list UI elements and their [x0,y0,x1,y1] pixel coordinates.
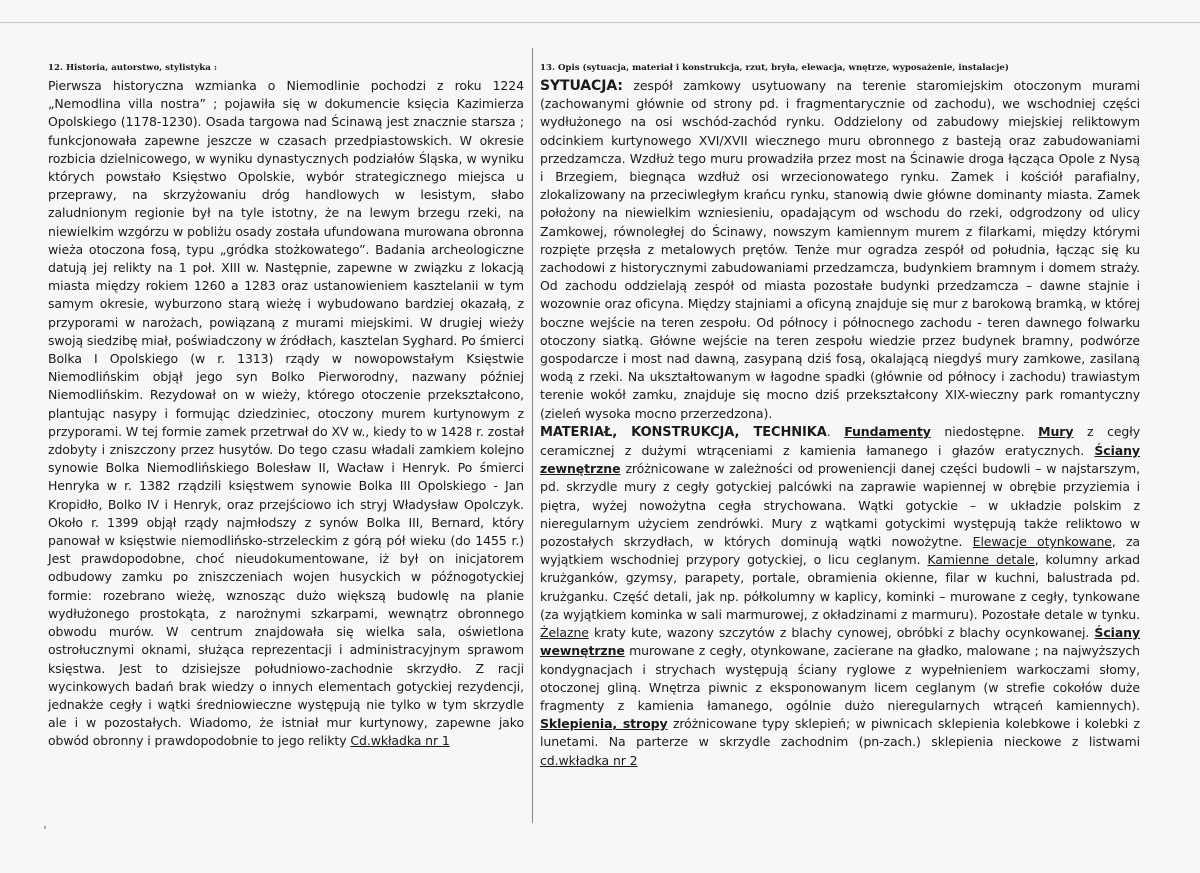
interior-walls-label: Ściany wewnętrzne [540,625,1141,659]
history-body: Pierwsza historyczna wzmianka o Niemodlinie pochodzi z roku 1224 „Nemodlina villa nostra” ; pojawiła się w dokumencie księcia Kazimierza Opolskiego (1178-1230). Osada targowa nad Ścinawą jest znacznie starsza ; funkcjonowała zapewne jeszcze w czasach przedpiastowskich. W okresie rozbicia dzielnicowego, w wyniku dynastycznych podziałów Śląska, w wyniku których powstało Księstwo Opolskie, wybór strategicznego miejsca u przeprawy, na skrzyżowaniu dróg handlowych w lesistym, słabo zaludnionym regionie był na tyle istotny, że na lewym brzegu rzeki, na niewielkim wzgórzu w pobliżu osady została ufundowana murowana obronna wieża otoczona fosą, typu „gródka stożkowatego”. Badania archeologiczne datują jej relikty na 1 poł. XIII w. Następnie, zapewne w związku z lokacją miasta między rokiem 1260 a 1283 oraz ustanowieniem kasztelanii w tym samym okresie, wyburzono starą wieżę i wybudowano bardziej okazałą, z przyporami w narożach, powiązaną z murami miejskimi. W drugiej wieży swoją siedzibę miał, poświadczony w źródłach, kasztelan Syghard. Po śmierci Bolka I Opolskiego (w r. 1313) rządy w nowopowstałym Księstwie Niemodlińskim objął jego syn Bolko Pierworodny, nazwany później Niemodlińskim. Rezydował on w wieży, którego otoczenie przekształcono, plantując nasypy i formując dziedziniec, otoczony murem kurtynowym z przyporami. W tej formie zamek przetrwał do XV w., kiedy to w 1428 r. został zdobyty i zniszczony przez husytów. Do tego czasu władali zamkiem kolejno synowie Bolka Niemodlińskiego Bolesław II, Wacław i Henryk. Po śmierci Henryka w r. 1382 rządzili księstwem synowie Bolka III Opolskiego - Jan Kropidło, Bolko IV i Henryk, oraz przejściowo ich stryj Władysław Opolczyk. Około r. 1399 objął rządy najmłodszy z synów Bolka III, Bernard, który panował w księstwie niemodlińsko-strzeleckim z górą pół wieku (do 1455 r.) Jest prawdopodobne, choć nieudokumentowane, iż był on inicjatorem odbudowy zamku po zniszczeniach wojen husyckich w późnogotyckiej formie: rozebrano wieżę, wznosząc dużo większą budowlę na planie wydłużonego prostokąta, z narożnymi szkarpami, wewnątrz obronnego obwodu murów. W centrum znajdowała się wielka sala, oświetlona ostrołucznymi oknami, służąca reprezentacji i administracyjnym sprawom księstwa. Jest to dzisiejsze południowo-zachodnie skrzydło. Z racji wycinkowych badań brak wiedzy o innych elementach gotyckiej rezydencji, jednakże cegły i wątki średniowieczne występują nie tylko w tym skrzydle ale i w pozostałych. Wiadomo, że istniał mur kurtynowy, zapewne jako obwód obronny i prawdopodobnie to jego relikty [48,78,524,749]
column-divider [532,48,533,823]
vaults-text: zróżnicowane typy sklepień; w piwnicach sklepienia kolebkowe i kolebki z lunetami. Na parterze w skrzydle zachodnim (pn-zach.) sklepienia nieckowe z listwami [540,716,1140,750]
stone-details-text: , kolumny arkad krużganków, gzymsy, parapety, portale, obramienia okienne, filar w kuchni, balustrada pd. krużganku. Część detali, jak np. półkolumny w kaplicy, kominki – murowane z cegły, tynkowane (za wyjątkiem kominka w sali marmurowej, z okładzinami z marmuru). Pozostałe detale w tynku. [540,552,1140,622]
section-12-heading: 12. Historia, autorstwo, stylistyka : [48,63,217,73]
situation-label: SYTUACJA: [540,78,623,94]
vaults-label: Sklepienia, stropy [540,716,668,732]
walls-label: Mury [1038,423,1074,439]
description-column [540,62,1140,770]
situation-paragraph [540,77,1140,423]
interior-walls-text: murowane z cegły, otynkowane, zacierane na gładko, malowane ; na najwyższych kondygnacjach i strychach występują ściany ryglowe z wypełnieniem warkoczami słomy, otoczonej gliną. Wnętrza piwnic z eksponowanym licem ceglanym (w strefie cokołów duże fragmenty z kamienia łamanego, ogólnie dużo nieregularnych wtrąceń kamiennych). [540,643,1141,713]
iron-text: kraty kute, wazony szczytów z blachy cynowej, obróbki z blachy ocynkowanej. [594,625,1090,641]
iron-label: Żelazne [540,625,589,641]
scan-top-edge [0,22,1200,23]
facades-label: Elewacje otynkowane [972,534,1112,550]
foundations-label: Fundamenty [844,423,931,439]
section-13-heading: 13. Opis (sytuacja, materiał i konstrukcja, rzut, bryła, elewacja, wnętrze, wyposażenie, instalacje) [540,63,1009,73]
history-text [48,77,524,751]
situation-text: zespół zamkowy usytuowany na terenie staromiejskim otoczonym murami (zachowanymi głównie od strony pd. i fragmentarycznie od zachodu), we wschodniej części wydłużonego na osi wschód-zachód rynku. Oddzielony od zabudowy miejskiej reliktowym odcinkiem kurtynowego XVI/XVII wiecznego muru obronnego z basteją oraz zabudowaniami przedzamcza. Wzdłuż tego muru prowadziła przez most na Ścinawie droga łącząca Opole z Nysą i Brzegiem, biegnąca wzdłuż osi wrzecionowatego rynku. Zamek i kościół parafialny, zlokalizowany na przeciwległym krańcu rynku, stanowią dwie główne dominanty miasta. Zamek położony na niewielkim wzniesieniu, opadającym od wschodu do rzeki, odgrodzony od ulicy Zamkowej, równoległej do Ścinawy, nowszym kamiennym murem z filarkami, między którymi rozpięte przęsła z metalowych prętów. Tenże mur ogradza zespół od południa, łącząc się ku zachodowi z historycznymi zabudowaniami przedzamcza, budynkiem bramnym i domem straży. Od zachodu oddzielają zespół od miasta pozostałe budynki przedzamcza – dawne stajnie i wozownie oraz oficyna. Między stajniami a oficyną znajduje się mur z barokową bramką, w której boczne wejście na teren zespołu. Od północy i północnego zachodu - teren dawnego folwarku otoczony siatką. Główne wejście na teren zespołu wiedzie przez budynek bramny, podwórze gospodarcze i most nad dawną, zasypaną dziś fosą, okalającą niegdyś mury zamkowe, zasilaną wodą z rzeki. Na ukształtowanym w łagodne spadki (głównie od północy i zachodu) trawiastym terenie wokół zamku, znajduje się mocno dziś przekształcony XIX-wieczny park romantyczny (zieleń wysoka mocno przerzedzona). [540,78,1140,421]
exterior-walls-label: Ściany zewnętrzne [540,443,1140,477]
history-column [48,62,524,751]
continued-insert-2: cd.wkładka nr 2 [540,752,638,768]
material-paragraph: MATERIAŁ, KONSTRUKCJA, TECHNIKA. Fundamenty niedostępne. Mury z cegły ceramicznej z dużymi wtrąceniami z kamienia łamanego i głazów eratycznych. Ściany zewnętrzne zróżnicowane w zależności od proweniencji danej części budowli – w najstarszym, pd. skrzydle mury z cegły gotyckiej palcówki na zaprawie wapiennej w obrębie przyziemia i piętra, wyżej nowożytna cegła strychowana. Wątki gotyckie – w układzie polskim z nieregularnym użyciem zendrówki. Mury z wątkami gotyckimi występują także reliktowo w pozostałych skrzydłach, w których dominują wątki nowożytne. Elewacje otynkowane, za wyjątkiem wschodniej przypory gotyckiej, o licu ceglanym. Kamienne detale, kolumny arkad krużganków, gzymsy, parapety, portale, obramienia okienne, filar w kuchni, balustrada pd. krużganku. Część detali, jak np. półkolumny w kaplicy, kominki – murowane z cegły, tynkowane (za wyjątkiem kominka w sali marmurowej, z okładzinami z marmuru). Pozostałe detale w tynku. Żelazne kraty kute, wazony szczytów z blachy cynowej, obróbki z blachy ocynkowanej. Ściany wewnętrzne murowane z cegły, otynkowane, zacierane na gładko, malowane ; na najwyższych kondygnacjach i strychach występują ściany ryglowe z wypełnieniem warkoczami słomy, otoczonej gliną. Wnętrza piwnic z eksponowanym licem ceglanym (w strefie cokołów duże fragmenty z kamienia łamanego, ogólnie dużo nieregularnych wtrąceń kamiennych). Sklepienia, stropy zróżnicowane typy sklepień; w piwnicach sklepienia kolebkowe i kolebki z lunetami. Na parterze w skrzydle zachodnim (pn-zach.) sklepienia nieckowe z listwami cd.wkładka nr 2 [540,423,1141,768]
stone-details-label: Kamienne detale [927,552,1035,568]
exterior-walls-text: zróżnicowane w zależności od proweniencji danej części budowli – w najstarszym, pd. skrzydle mury z cegły gotyckiej palcówki na zaprawie wapiennej w obrębie przyziemia i piętra, wyżej nowożytna cegła strychowana. Wątki gotyckie – w układzie polskim z nieregularnym użyciem zendrówki. Mury z wątkami gotyckimi występują także reliktowo w pozostałych skrzydłach, w których dominują wątki nowożytne. [540,461,1140,550]
facades-text: , za wyjątkiem wschodniej przypory gotyckiej, o licu ceglanym. [540,534,1140,568]
scan-mark [44,826,46,829]
foundations-text: niedostępne. [944,423,1025,439]
walls-text: z cegły ceramicznej z dużymi wtrąceniami z kamienia łamanego i głazów eratycznych. [540,423,1141,459]
continued-insert-1: Cd.wkładka nr 1 [350,733,450,749]
material-label: MATERIAŁ, KONSTRUKCJA, TECHNIKA [540,424,827,440]
